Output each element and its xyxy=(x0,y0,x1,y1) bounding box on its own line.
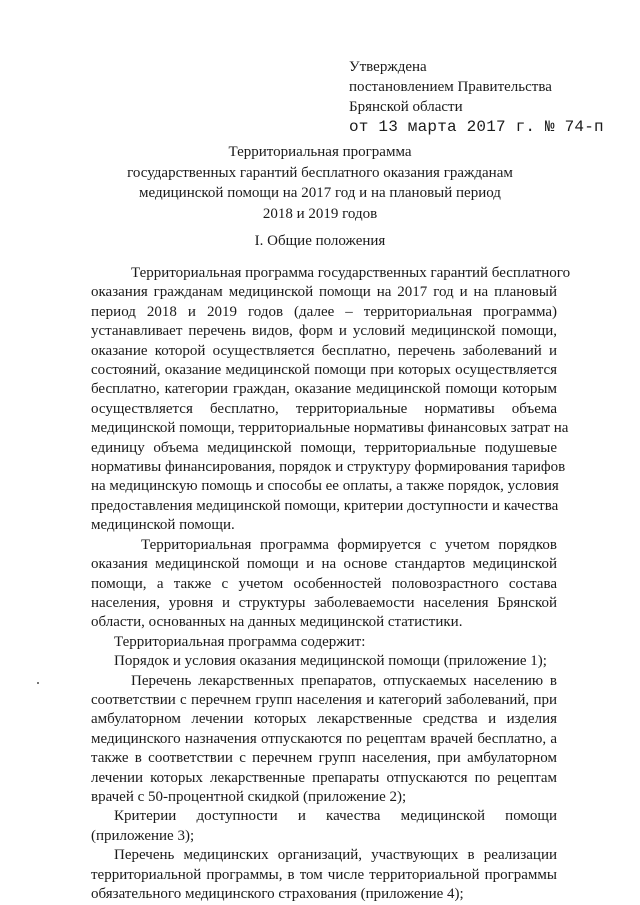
paragraph-line: Территориальная программа государственных гарантий бесплатного xyxy=(131,265,571,281)
paragraph-line: обязательного медицинского страхования (приложение 4); xyxy=(91,886,464,902)
paragraph-line: врачей с 50-процентной скидкой (приложение 2); xyxy=(91,788,407,805)
paragraph-line: помощи, а также с учетом особенностей половозрастного состава xyxy=(91,575,557,592)
paragraph-line: оказания медицинской помощи и на основе стандартов медицинской xyxy=(91,556,557,573)
paragraph-line: Территориальная программа содержит: xyxy=(114,633,366,650)
approval-line-region: Брянской области xyxy=(349,99,463,115)
approval-stamp xyxy=(349,57,609,137)
paragraph-line: состояний, оказание медицинской помощи при которых осуществляется xyxy=(91,362,557,379)
paragraph-line: (приложение 3); xyxy=(91,827,195,844)
paragraph-line: Территориальная программа формируется с учетом порядков xyxy=(141,536,557,553)
title-line: государственных гарантий бесплатного оказания гражданам xyxy=(127,164,513,181)
paragraph-line: Порядок и условия оказания медицинской помощи (приложение 1); xyxy=(114,653,547,670)
paragraph-line: оказания гражданам медицинской помощи на 2017 год и на плановый xyxy=(91,284,557,301)
paragraph-line: соответствии с перечнем групп населения и категорий заболеваний, при xyxy=(91,691,557,708)
paragraph-line: территориальной программы, в том числе территориальной программы xyxy=(91,866,557,883)
paragraph-program-contains xyxy=(91,633,557,652)
paragraph-line: амбулаторном лечении которых лекарственные средства и изделия xyxy=(91,711,557,728)
paragraph-line: медицинского назначения отпускаются по рецептам врачей бесплатно, а xyxy=(91,730,557,747)
paragraph-line: медицинской помощи. xyxy=(91,517,235,534)
paragraph-line: также в соответствии с перечнем групп населения, при амбулаторном xyxy=(91,750,557,767)
document-body xyxy=(91,264,571,904)
paragraph-line: нормативы финансирования, порядок и структуру формирования тарифов xyxy=(91,459,566,476)
paragraph-line: устанавливает перечень видов, форм и условий медицинской помощи, xyxy=(91,323,557,340)
paragraph-line: Критерии доступности и качества медицинской помощи xyxy=(114,808,557,825)
paragraph-line: Перечень лекарственных препаратов, отпускаемых населению в xyxy=(131,672,557,689)
approval-line-resolution: постановлением Правительства xyxy=(349,79,552,95)
paragraph-general-provisions xyxy=(91,264,571,536)
paragraph-line: предоставления медицинской помощи, критерии доступности и качества xyxy=(91,497,559,514)
paragraph-line: период 2018 и 2019 годов (далее – территориальная программа) xyxy=(91,303,557,320)
scan-speck xyxy=(37,682,39,684)
document-title xyxy=(80,142,560,224)
paragraph-line: единицу объема медицинской помощи, территориальные подушевые xyxy=(91,439,557,456)
section-heading: I. Общие положения xyxy=(254,233,386,249)
paragraph-line: на медицинскую помощь и способы ее оплаты, а также порядок, условия xyxy=(91,478,559,495)
paragraph-appendix-2 xyxy=(91,672,557,808)
paragraph-line: медицинской помощи, территориальные нормативы финансовых затрат на xyxy=(91,420,569,437)
title-line: медицинской помощи на 2017 год и на плановый период xyxy=(139,185,501,201)
title-line: Территориальная программа xyxy=(228,144,412,160)
paragraph-line: области, основанных на данных медицинской статистики. xyxy=(91,614,463,631)
paragraph-line: населения, уровня и структуры заболеваемости населения Брянской xyxy=(91,594,557,611)
paragraph-line: Перечень медицинских организаций, участвующих в реализации xyxy=(114,847,557,864)
paragraph-line: лечении которых лекарственные препараты отпускаются по рецептам xyxy=(91,769,557,786)
approval-line-approved: Утверждена xyxy=(349,59,427,75)
paragraph-appendix-1 xyxy=(91,652,557,671)
paragraph-appendix-4 xyxy=(91,846,557,904)
approval-line-date-number: от 13 марта 2017 г. № 74-п xyxy=(349,118,604,136)
paragraph-program-formation xyxy=(91,536,557,633)
paragraph-line: осуществляется бесплатно, территориальные нормативы объема xyxy=(91,400,557,417)
paragraph-appendix-3 xyxy=(91,807,557,846)
title-line: 2018 и 2019 годов xyxy=(262,205,378,222)
paragraph-line: оказание которой осуществляется бесплатно, перечень заболеваний и xyxy=(91,342,557,359)
paragraph-line: бесплатно, категории граждан, оказание медицинской помощи которым xyxy=(91,381,557,398)
